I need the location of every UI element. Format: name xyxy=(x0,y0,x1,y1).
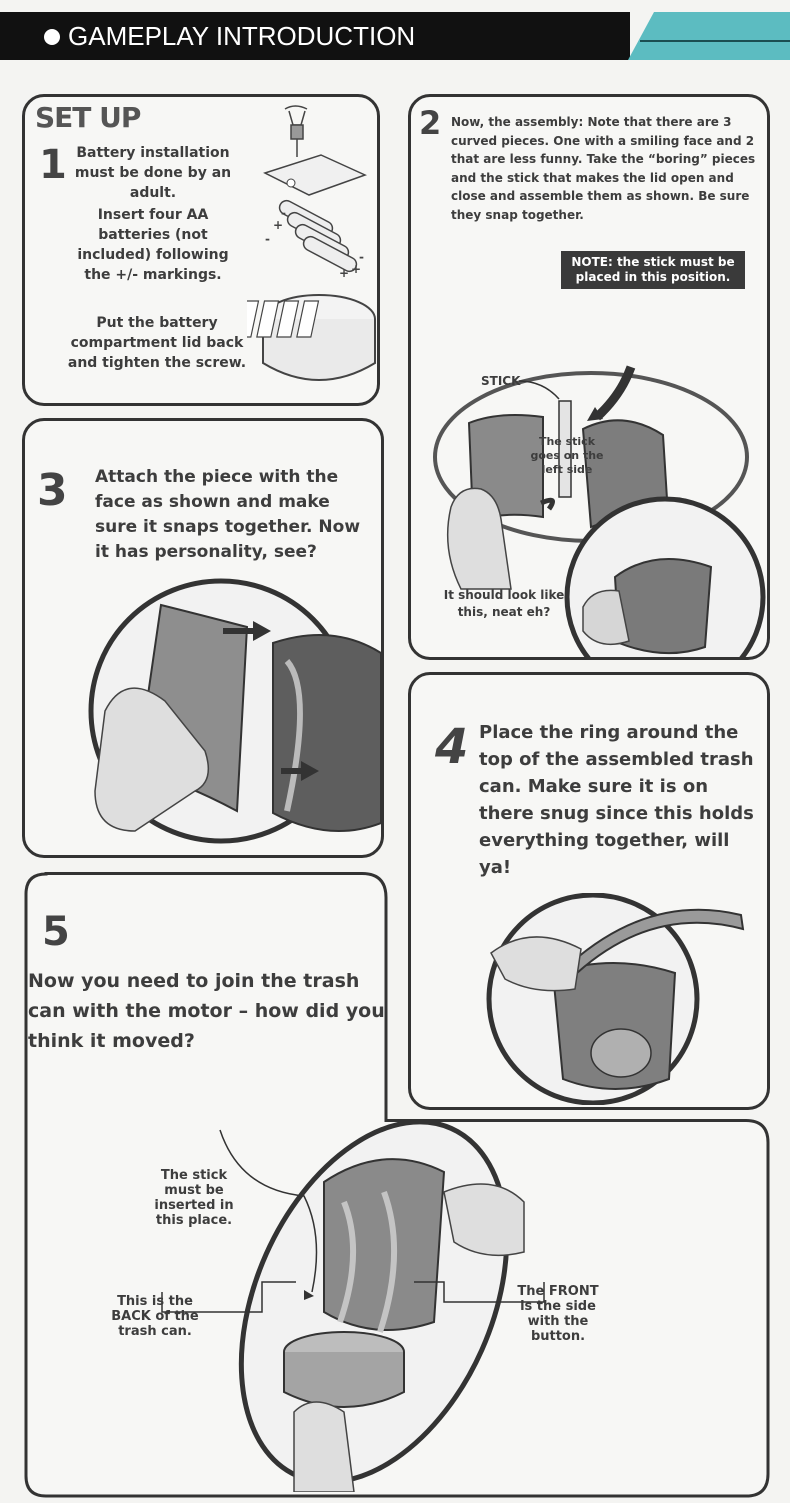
step-number: 3 xyxy=(37,465,68,516)
note-box: NOTE: the stick must be placed in this position. xyxy=(561,251,745,289)
stick-label: STICK xyxy=(481,374,521,388)
step-3-panel xyxy=(22,418,384,858)
step-number: 1 xyxy=(39,142,67,188)
svg-text:+: + xyxy=(351,262,362,276)
step-3-text: Attach the piece with the face as shown and make sure it snaps together. Now it has personality, see? xyxy=(95,467,361,562)
step-1-text-c: Put the battery compartment lid back and tighten the screw. xyxy=(67,315,247,371)
header-accent xyxy=(628,12,790,60)
header-accent-line xyxy=(640,40,790,42)
svg-text:-: - xyxy=(265,232,270,246)
stick-insert-label: The stick must be inserted in this place. xyxy=(154,1168,234,1228)
svg-text:+: + xyxy=(339,266,350,280)
header-title: GAMEPLAY INTRODUCTION xyxy=(68,21,416,51)
step-number: 4 xyxy=(435,719,469,775)
svg-text:-: - xyxy=(281,206,286,220)
back-label: This is the BACK of the trash can. xyxy=(111,1294,199,1339)
step-5-text: Now you need to join the trash can with the motor – how did you think it moved? xyxy=(28,970,385,1052)
bullet-icon xyxy=(44,29,60,45)
face-piece-illustration xyxy=(25,571,381,855)
step-number: 2 xyxy=(419,104,442,142)
stick-side-label: The stick goes on the left side xyxy=(530,435,604,476)
section-header xyxy=(0,12,790,60)
result-label: It should look like this, neat eh? xyxy=(443,588,565,619)
step-5-panel xyxy=(24,872,770,1498)
step-number: 5 xyxy=(42,909,70,955)
step-1-panel xyxy=(22,94,380,406)
step-1-text-b: Insert four AA batteries (not included) following the +/- markings. xyxy=(77,207,229,283)
battery-illustration xyxy=(247,101,377,401)
svg-text:-: - xyxy=(359,250,364,264)
svg-text:+: + xyxy=(273,218,284,232)
front-label: The FRONT is the side with the button. xyxy=(517,1284,599,1344)
setup-heading: SET UP xyxy=(35,101,141,134)
step-4-text: Place the ring around the top of the assembled trash can. Make sure it is on there snug since this holds everything together, will ya! xyxy=(479,722,754,878)
step-2-text: Now, the assembly: Note that there are 3 curved pieces. One with a smiling face and 2 that are less funny. Take the “boring” pieces and the stick that makes the lid open and close and assemble them as shown. Be sure they snap together. xyxy=(451,115,756,222)
step-1-text-a: Battery installation must be done by an adult. xyxy=(74,145,232,201)
step-2-panel xyxy=(408,94,770,660)
